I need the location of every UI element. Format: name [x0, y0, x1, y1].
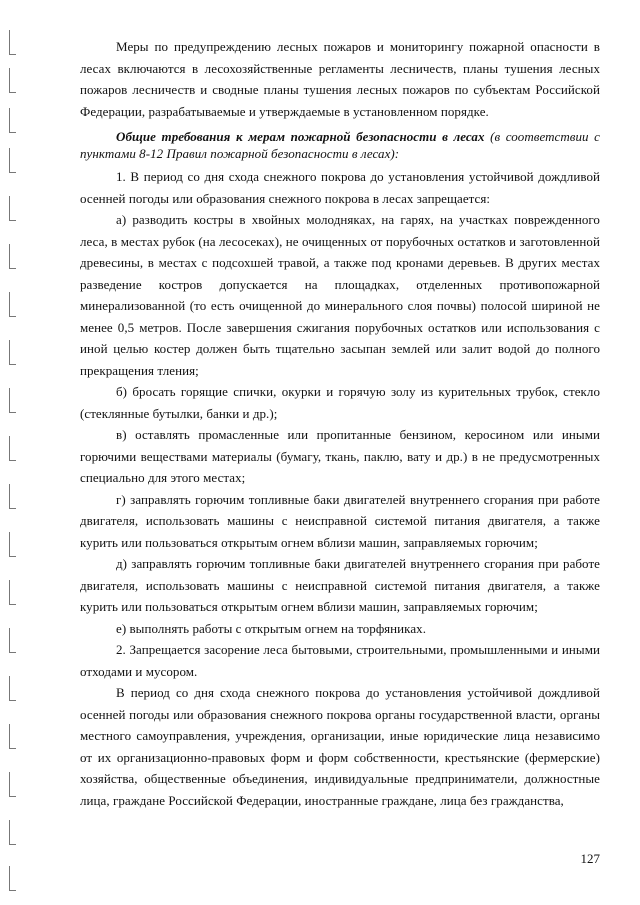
binding-mark	[9, 484, 16, 509]
binding-mark	[9, 820, 16, 845]
binding-mark	[9, 340, 16, 365]
paragraph-3: В период со дня схода снежного покрова до установления устойчивой дождливой осенней погоды или образования снежного покрова органы государственной власти, органы местного самоуправления, учреждения, организации, иные юридические лица независимо от их организационно-правовых форм и форм собственности, крестьянские (фермерские) хозяйства, общественные объединения, индивидуальные предприниматели, должностные лица, граждане Российской Федерации, иностранные граждане, лица без гражданства,	[80, 685, 600, 808]
binding-mark	[9, 436, 16, 461]
paragraph-1: 1. В период со дня схода снежного покрова до установления устойчивой дождливой осенней погоды или образования снежного покрова в лесах запрещается:	[80, 169, 600, 206]
section-heading	[80, 128, 600, 162]
document-page	[80, 36, 600, 811]
paragraph-b: б) бросать горящие спички, окурки и горячую золу из курительных трубок, стекло (стеклянные бутылки, банки и др.);	[80, 384, 600, 421]
binding-mark	[9, 244, 16, 269]
paragraph-e: е) выполнять работы с открытым огнем на торфяниках.	[116, 620, 426, 636]
binding-mark	[9, 196, 16, 221]
binding-mark	[9, 148, 16, 173]
paragraph-d: д) заправлять горючим топливные баки двигателей внутреннего сгорания при работе двигателя, использовать машины с неисправной системой питания двигателя, а также курить или пользоваться открытым огнем вблизи машин, заправляемых горючим;	[80, 556, 600, 614]
paragraph-intro: Меры по предупреждению лесных пожаров и мониторингу пожарной опасности в лесах включаются в лесохозяйственные регламенты лесничеств, планы тушения лесных пожаров лесничеств и сводные планы тушения лесных пожаров по субъектам Российской Федерации, разрабатываемые и утверждаемые в установленном порядке.	[80, 39, 600, 119]
paragraph-a: а) разводить костры в хвойных молодняках, на гарях, на участках поврежденного леса, в местах рубок (на лесосеках), не очищенных от порубочных остатков и заготовленной древесины, в местах с подсохшей травой, а также под кронами деревьев. В других местах разведение костров допускается на площадках, отделенных противопожарной минерализованной (то есть очищенной до минерального слоя почвы) полосой шириной не менее 0,5 метров. После завершения сжигания порубочных остатков или использования с иной целью костер должен быть тщательно засыпан землей или залит водой до полного прекращения тления;	[80, 212, 600, 378]
binding-mark	[9, 772, 16, 797]
paragraph-g: г) заправлять горючим топливные баки двигателей внутреннего сгорания при работе двигателя, использовать машины с неисправной системой питания двигателя, а также курить или пользоваться открытым огнем вблизи машин, заправляемых горючим;	[80, 491, 600, 550]
binding-mark	[9, 532, 16, 557]
binding-mark	[9, 388, 16, 413]
binding-mark	[9, 292, 16, 317]
binding-mark	[9, 866, 16, 891]
heading-italic-text: (в соответствии с пунктами 8-12 Правил пожарной безопасности в лесах):	[80, 129, 600, 161]
binding-mark	[9, 108, 16, 133]
binding-mark	[9, 628, 16, 653]
binding-mark	[9, 724, 16, 749]
binding-mark	[9, 30, 16, 55]
paragraph-2: 2. Запрещается засорение леса бытовыми, строительными, промышленными и иными отходами и мусором.	[80, 642, 600, 679]
paragraph-v: в) оставлять промасленные или пропитанные бензином, керосином или иными горючими веществами материалы (бумагу, ткань, паклю, вату и др.) в не предусмотренных специально для этого местах;	[80, 427, 600, 485]
binding-mark	[9, 68, 16, 93]
binding-mark	[9, 676, 16, 701]
page-number: 127	[580, 851, 600, 866]
binding-mark	[9, 580, 16, 605]
binding-margin	[0, 0, 26, 905]
heading-bold-text: Общие требования к мерам пожарной безопасности в лесах	[116, 129, 485, 144]
